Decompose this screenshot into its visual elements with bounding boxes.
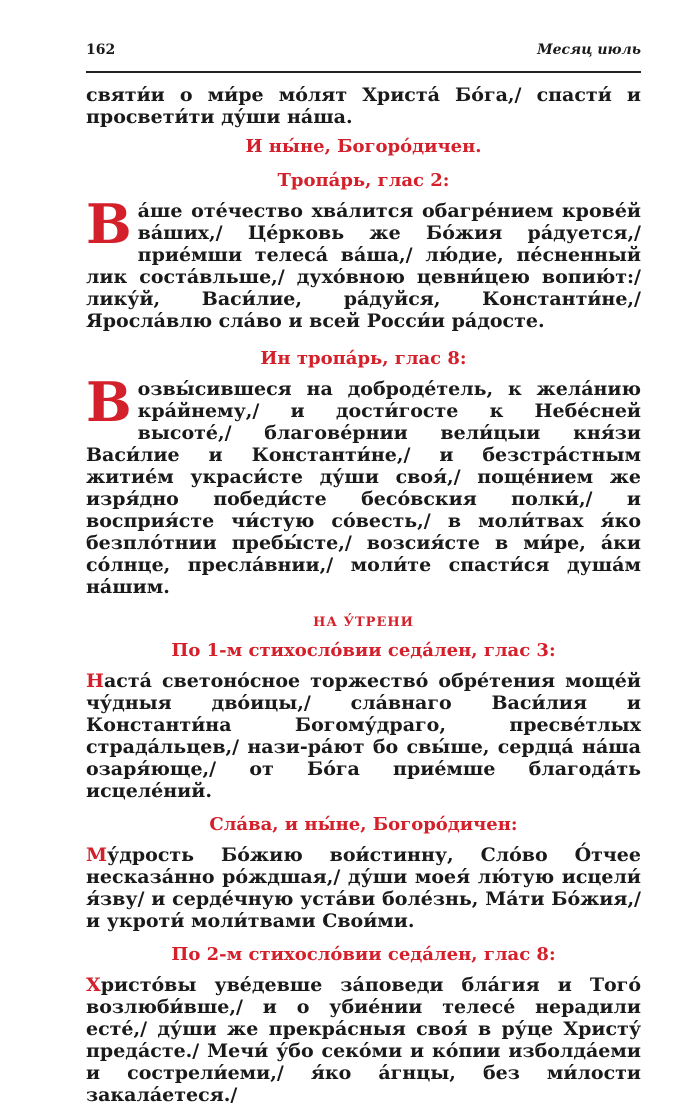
theotokion-text: у́дрость Бо́жию вои́стинну, Сло́во О́тчее несказа́нно ро́ждшая,/ ду́ши моея́ лю́тую исцели́ я́зву/ и серде́чную уста́ви боле́знь, Ма́ти Бо́жия,/ и укроти́ моли́твами Свои́ми. [86,844,641,932]
heading-sedalen-2: По 2-м стихосло́вии седа́лен, глас 8: [171,944,556,965]
drop-cap: В [86,192,132,256]
page-content [86,84,641,1106]
paragraph-sedalen-1 [86,670,641,802]
page-number: 162 [86,42,116,58]
sedalen-text: аста́ светоно́сное торжество́ обре́тения моще́й чу́дныя дво́ицы,/ сла́внаго Васи́лия и Константи́на Богому́драго, пресве́тлых страда́льцев,/ нази-ра́ют бо свы́ше, сердца́ на́ша озаря́юще,/ от Бо́га прие́мше благода́ть исцеле́ний. [86,670,641,802]
heading-troparion-tone-2: Тропа́рь, глас 2: [277,170,450,191]
running-title: Месяц июль [537,42,641,58]
heading-theotokion: И ны́не, Богоро́дичен. [245,136,482,157]
drop-cap: В [86,370,132,434]
heading-matins: НА У́ТРЕНИ [313,615,414,630]
paragraph-theotokion [86,844,641,932]
troparion-text: а́ше оте́чество хва́лится обагре́нием крове́й ва́ших,/ Це́рковь же Бо́жия ра́дуется,/ прие́мши телеса́ ва́ша,/ лю́дие, пе́сненный лик соста́вльше,/ духо́вною цевни́цею вопию́т:/ лику́й, Васи́лие, ра́дуйся, Константи́не,/ Яросла́влю сла́во и всей Росси́и ра́досте. [86,200,641,332]
heading-glory-theotokion: Сла́ва, и ны́не, Богоро́дичен: [209,814,518,835]
paragraph-troparion-tone-8 [86,370,641,598]
sedalen-text: ристо́вы уве́девше за́поведи бла́гия и Того́ возлюби́вше,/ и о убие́нии телесе́ нерадили есте́,/ ду́ши же прекра́сныя своя́ в ру́це Христу́ преда́сте./ Мечи́ у́бо секо́ми и ко́пии изболда́еми и сострели́еми,/ я́ко а́гнцы, без ми́лости закала́етеся./ [86,974,641,1106]
red-initial: Н [86,670,104,692]
header-rule [86,71,641,73]
red-initial: Х [86,974,101,996]
paragraph-prayer-end: святи́и о ми́ре мо́лят Христа́ Бо́га,/ спасти́ и просвети́ти ду́ши на́ша. [86,84,641,128]
heading-sedalen-1: По 1-м стихосло́вии седа́лен, глас 3: [171,640,556,661]
troparion-text: озвы́сившеся на доброде́тель, к жела́нию кра́йнему,/ и дости́госте к Небе́сней высоте́,/ благове́рнии вели́цыи кня́зи Васи́лие и Константи́не,/ и безстра́стным житие́м украси́сте ду́ши своя́,/ поще́нием же изря́дно победи́сте бесо́вския полки́,/ и восприя́сте чи́стую со́весть,/ в моли́твах я́ко безпло́тнии пребы́сте,/ возсия́сте в ми́ре, а́ки со́лнце, пресла́внии,/ моли́те спасти́ся душа́м на́шим. [86,378,641,598]
page-header [86,42,641,58]
heading-troparion-tone-8: Ин тропа́рь, глас 8: [260,348,467,369]
red-initial: М [86,844,108,866]
paragraph-troparion-tone-2 [86,192,641,332]
paragraph-sedalen-2 [86,974,641,1106]
